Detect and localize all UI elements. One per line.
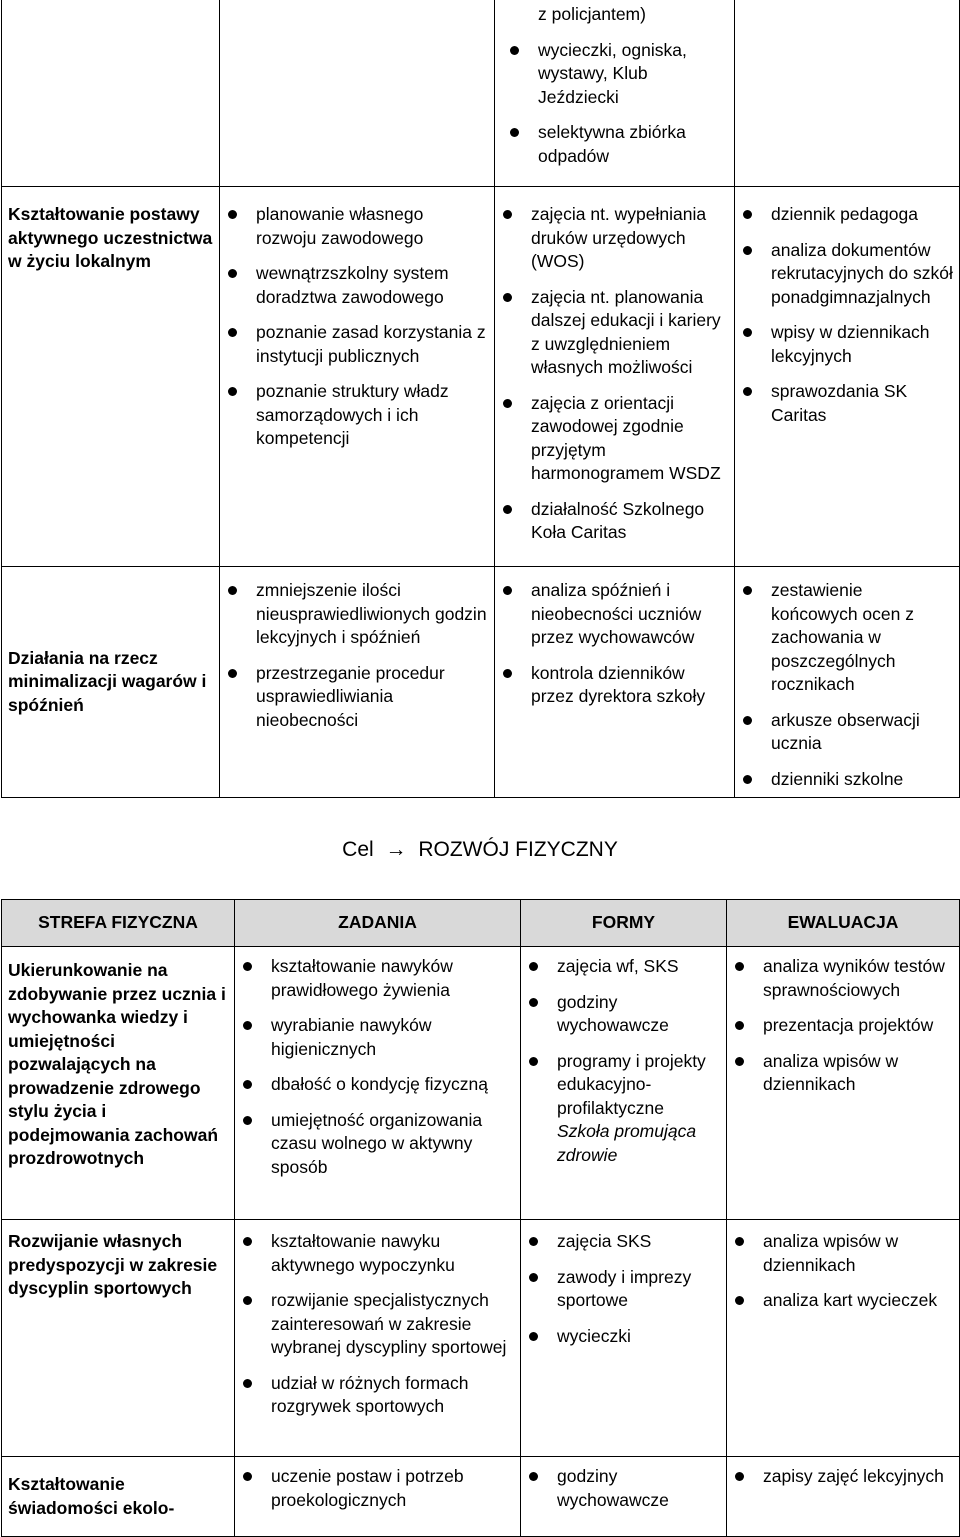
heading-prefix: Cel	[342, 838, 374, 861]
area-cell: Działania na rzecz minimalizacji wagarów i spóźnień	[2, 567, 220, 798]
list-item: kształtowanie nawyku aktywnego wypoczynku	[241, 1230, 514, 1277]
forms-cell	[521, 1457, 727, 1537]
list-item: udział w różnych formach rozgrywek sportowych	[241, 1372, 514, 1419]
heading-title: ROZWÓJ FIZYCZNY	[418, 838, 618, 861]
area-cell: Ukierunkowanie na zdobywanie przez ucznia i wychowanka wiedzy i umiejętności pozwalających na prowadzenie zdrowego stylu życia i podejmowania zachowań prozdrowotnych	[2, 947, 235, 1220]
list-item	[527, 1050, 720, 1168]
list-item: dzienniki szkolne	[741, 768, 953, 792]
list-item: zajęcia nt. planowania dalszej edukacji i kariery z uwzględnieniem własnych możliwości	[501, 286, 728, 380]
list-item: dbałość o kondycję fizyczną	[241, 1073, 514, 1097]
table-row-continued	[2, 0, 960, 187]
forms-cell	[521, 1220, 727, 1457]
area-cell	[2, 0, 220, 187]
forms-cell	[495, 0, 735, 187]
list-item-text: programy i projekty edukacyjno-profilaktyczne	[557, 1050, 706, 1118]
list-item: przestrzeganie procedur usprawiedliwiania nieobecności	[226, 662, 488, 733]
tasks-cell	[220, 187, 495, 567]
list-item: prezentacja projektów	[733, 1014, 953, 1038]
list-item: kontrola dzienników przez dyrektora szkoły	[501, 662, 728, 709]
list-item: analiza wpisów w dziennikach	[733, 1050, 953, 1097]
eval-cell	[735, 567, 960, 798]
continued-text: z policjantem)	[538, 4, 646, 24]
forms-cell	[521, 947, 727, 1220]
list-item: analiza wyników testów sprawnościowych	[733, 955, 953, 1002]
area-cell: Rozwijanie własnych predyspozycji w zakresie dyscyplin sportowych	[2, 1220, 235, 1457]
list-item: działalność Szkolnego Koła Caritas	[501, 498, 728, 545]
list-item: zajęcia z orientacji zawodowej zgodnie przyjętym harmonogramem WSDZ	[501, 392, 728, 486]
eval-cell	[735, 187, 960, 567]
tasks-cell	[235, 947, 521, 1220]
eval-cell	[727, 1457, 960, 1537]
table-row	[2, 1457, 960, 1537]
list-item: wycieczki, ogniska, wystawy, Klub Jeździecki	[508, 39, 728, 110]
list-item: zajęcia SKS	[527, 1230, 720, 1254]
arrow-right-icon: →	[385, 838, 407, 861]
list-item: zapisy zajęć lekcyjnych	[733, 1465, 953, 1489]
table-row	[2, 1220, 960, 1457]
table-row	[2, 947, 960, 1220]
list-item: poznanie struktury władz samorządowych i ich kompetencji	[226, 380, 488, 451]
tasks-cell	[235, 1457, 521, 1537]
area-cell: Kształtowanie postawy aktywnego uczestnictwa w życiu lokalnym	[2, 187, 220, 567]
list-item: wycieczki	[527, 1325, 720, 1349]
list-item: zajęcia wf, SKS	[527, 955, 720, 979]
list-item: wewnątrzszkolny system doradztwa zawodowego	[226, 262, 488, 309]
list-item: planowanie własnego rozwoju zawodowego	[226, 203, 488, 250]
list-item: analiza wpisów w dziennikach	[733, 1230, 953, 1277]
list-item: zawody i imprezy sportowe	[527, 1266, 720, 1313]
list-item: wpisy w dziennikach lekcyjnych	[741, 321, 953, 368]
column-header: FORMY	[521, 900, 727, 947]
table-row	[2, 187, 960, 567]
table-previous-area	[1, 0, 960, 798]
list-item: dziennik pedagoga	[741, 203, 953, 227]
table-physical-development	[1, 899, 960, 1537]
list-item: analiza dokumentów rekrutacyjnych do szkół ponadgimnazjalnych	[741, 239, 953, 310]
list-item: godziny wychowawcze	[527, 991, 720, 1038]
list-item: wyrabianie nawyków higienicznych	[241, 1014, 514, 1061]
list-item: uczenie postaw i potrzeb proekologicznych	[241, 1465, 514, 1512]
tasks-cell	[220, 567, 495, 798]
list-item: zestawienie końcowych ocen z zachowania w poszczególnych rocznikach	[741, 579, 953, 697]
tasks-cell	[220, 0, 495, 187]
eval-cell	[727, 1220, 960, 1457]
list-item: poznanie zasad korzystania z instytucji publicznych	[226, 321, 488, 368]
eval-cell	[727, 947, 960, 1220]
eval-cell	[735, 0, 960, 187]
forms-cell	[495, 567, 735, 798]
area-cell: Kształtowanie świadomości ekolo-	[2, 1457, 235, 1537]
table-row	[2, 567, 960, 798]
list-item: sprawozdania SK Caritas	[741, 380, 953, 427]
list-item: umiejętność organizowania czasu wolnego w aktywny sposób	[241, 1109, 514, 1180]
column-header: EWALUACJA	[727, 900, 960, 947]
program-name: Szkoła promująca zdrowie	[557, 1121, 697, 1165]
column-header: ZADANIA	[235, 900, 521, 947]
column-header: STREFA FIZYCZNA	[2, 900, 235, 947]
table-header-row	[2, 900, 960, 947]
list-item: rozwijanie specjalistycznych zainteresowań w zakresie wybranej dyscypliny sportowej	[241, 1289, 514, 1360]
list-item: analiza kart wycieczek	[733, 1289, 953, 1313]
tasks-cell	[235, 1220, 521, 1457]
forms-cell	[495, 187, 735, 567]
list-item: zmniejszenie ilości nieusprawiedliwionych godzin lekcyjnych i spóźnień	[226, 579, 488, 650]
list-item: analiza spóźnień i nieobecności uczniów przez wychowawców	[501, 579, 728, 650]
list-item: zajęcia nt. wypełniania druków urzędowych (WOS)	[501, 203, 728, 274]
list-item: arkusze obserwacji ucznia	[741, 709, 953, 756]
list-item: godziny wychowawcze	[527, 1465, 720, 1512]
list-item: kształtowanie nawyków prawidłowego żywienia	[241, 955, 514, 1002]
section-heading	[0, 838, 960, 862]
list-item: selektywna zbiórka odpadów	[508, 121, 728, 168]
